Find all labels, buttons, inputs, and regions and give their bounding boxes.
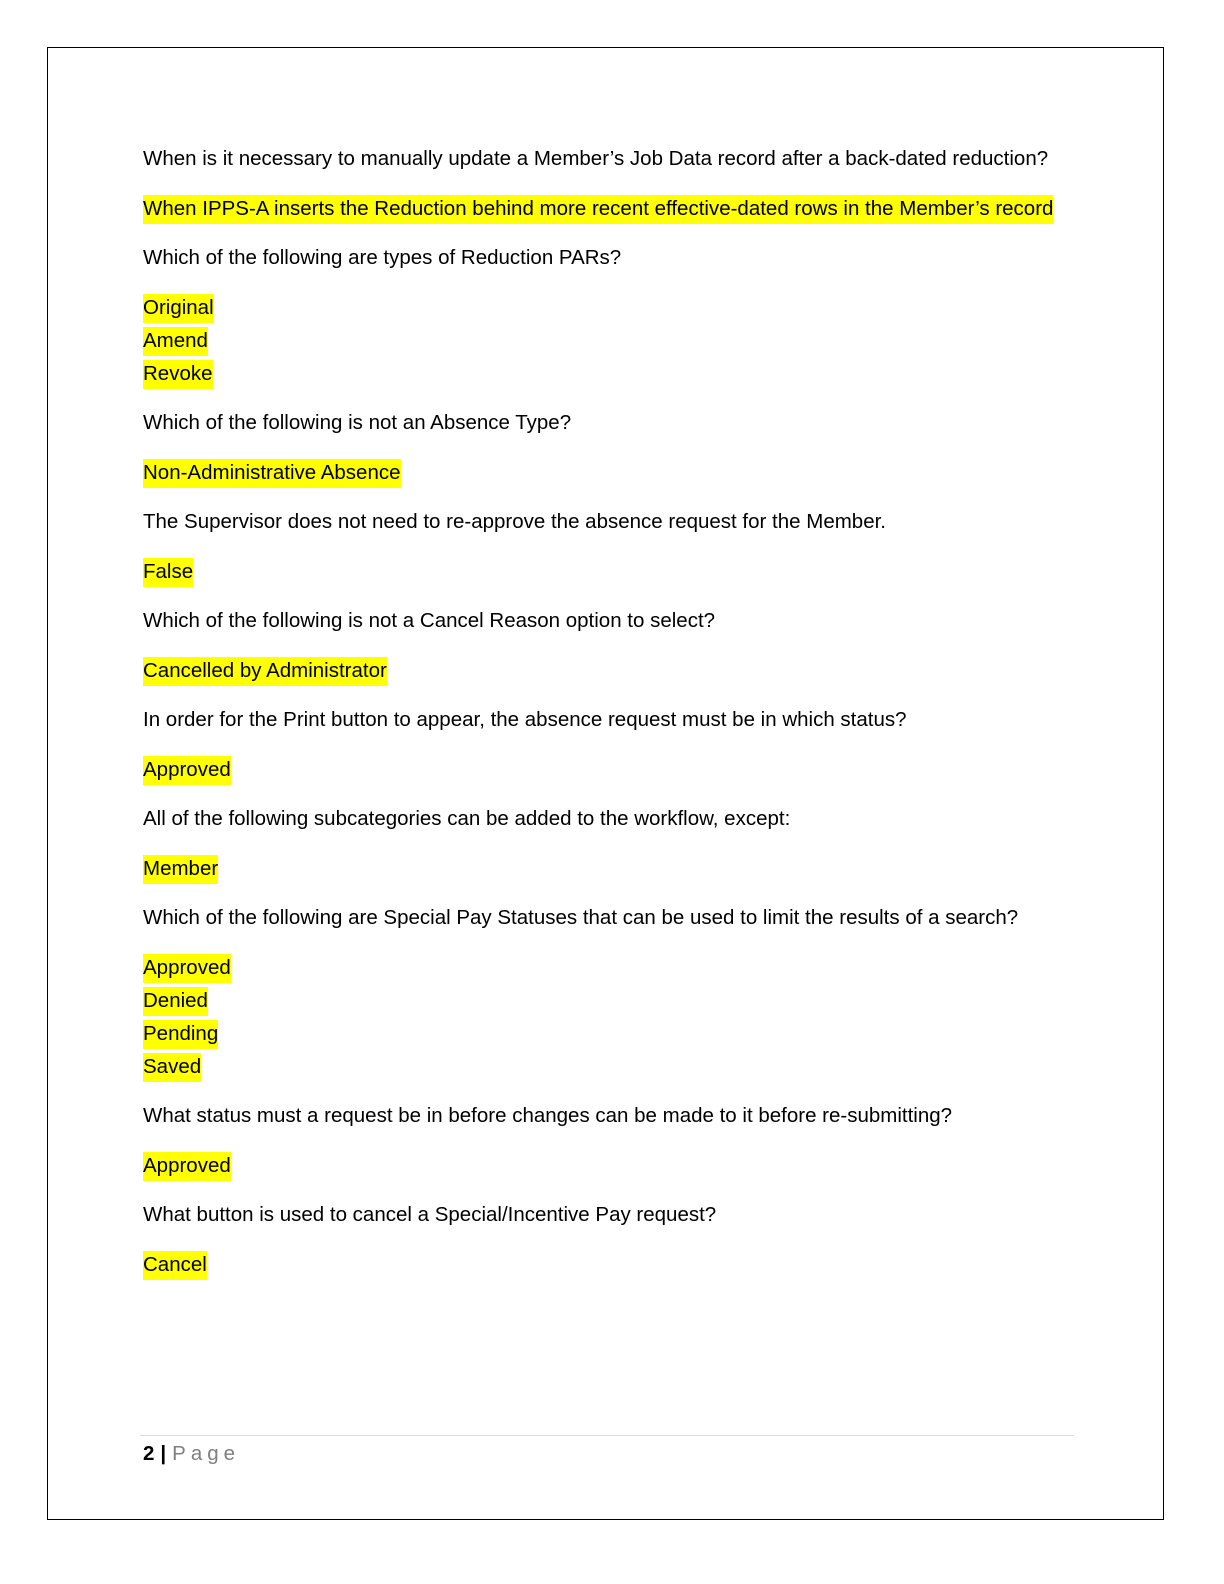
qa-block bbox=[143, 1198, 1083, 1281]
highlighted-answer: Saved bbox=[143, 1053, 201, 1082]
highlighted-answer: Non-Administrative Absence bbox=[143, 459, 401, 488]
highlighted-answer: Original bbox=[143, 294, 214, 323]
question-text: In order for the Print button to appear, the absence request must be in which status? bbox=[143, 708, 907, 731]
question-text: The Supervisor does not need to re-approve the absence request for the Member. bbox=[143, 510, 886, 533]
qa-block bbox=[143, 604, 1083, 687]
question-text: When is it necessary to manually update a Member’s Job Data record after a back-dated reduction? bbox=[143, 147, 1049, 170]
answer-list bbox=[143, 951, 1083, 1083]
highlighted-answer: Cancelled by Administrator bbox=[143, 657, 387, 686]
highlighted-answer: Approved bbox=[143, 954, 231, 983]
qa-block bbox=[143, 901, 1083, 1083]
qa-block bbox=[143, 703, 1083, 786]
answer-list bbox=[143, 1248, 1083, 1281]
footer-separator: | bbox=[160, 1442, 167, 1465]
qa-block bbox=[143, 505, 1083, 588]
page-number: 2 bbox=[143, 1442, 155, 1465]
highlighted-answer: Revoke bbox=[143, 360, 213, 389]
highlighted-answer: False bbox=[143, 558, 193, 587]
page-footer bbox=[143, 1440, 240, 1468]
question-text: Which of the following is not a Cancel Reason option to select? bbox=[143, 609, 716, 632]
qa-block bbox=[143, 802, 1083, 885]
question-text: Which of the following is not an Absence Type? bbox=[143, 411, 572, 434]
answer-list bbox=[143, 852, 1083, 885]
question-text: What status must a request be in before changes can be made to it before re-submitting? bbox=[143, 1104, 953, 1127]
highlighted-answer: Approved bbox=[143, 1152, 231, 1181]
qa-block bbox=[143, 1099, 1083, 1182]
highlighted-answer: Approved bbox=[143, 756, 231, 785]
highlighted-answer: Denied bbox=[143, 987, 208, 1016]
highlighted-answer: Cancel bbox=[143, 1251, 207, 1280]
highlighted-answer: When IPPS-A inserts the Reduction behind more recent effective-dated rows in the Member’s record bbox=[143, 195, 1053, 224]
footer-divider bbox=[140, 1435, 1074, 1436]
answer-list bbox=[143, 192, 1083, 225]
highlighted-answer: Member bbox=[143, 855, 218, 884]
question-text: Which of the following are Special Pay Statuses that can be used to limit the results of a search? bbox=[143, 906, 1019, 929]
answer-list bbox=[143, 555, 1083, 588]
answer-list bbox=[143, 654, 1083, 687]
qa-block bbox=[143, 241, 1083, 390]
qa-block bbox=[143, 142, 1083, 225]
highlighted-answer: Amend bbox=[143, 327, 208, 356]
question-text: What button is used to cancel a Special/Incentive Pay request? bbox=[143, 1203, 717, 1226]
answer-list bbox=[143, 456, 1083, 489]
document-body bbox=[143, 142, 1083, 1297]
qa-block bbox=[143, 406, 1083, 489]
answer-list bbox=[143, 753, 1083, 786]
answer-list bbox=[143, 291, 1083, 390]
page-label: Page bbox=[172, 1442, 241, 1465]
answer-list bbox=[143, 1149, 1083, 1182]
question-text: Which of the following are types of Reduction PARs? bbox=[143, 246, 622, 269]
question-text: All of the following subcategories can be added to the workflow, except: bbox=[143, 807, 791, 830]
highlighted-answer: Pending bbox=[143, 1020, 218, 1049]
